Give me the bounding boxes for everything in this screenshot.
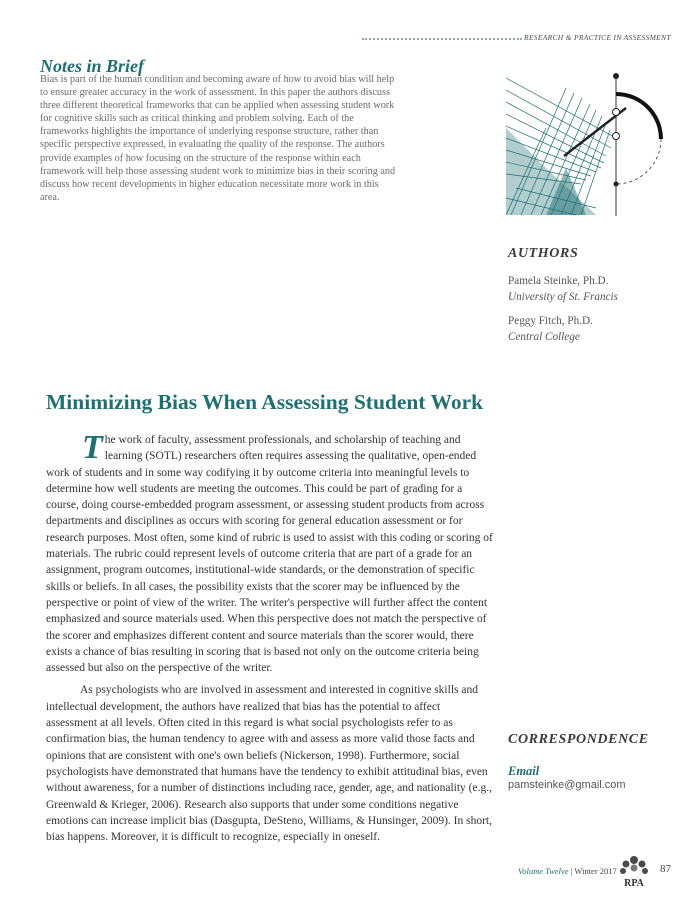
footer-separator: | xyxy=(568,866,575,876)
journal-section-label: RESEARCH & PRACTICE IN ASSESSMENT xyxy=(524,33,671,42)
author-entry xyxy=(508,273,618,305)
article-paragraph: As psychologists who are involved in assessment and interested in cognitive skills and intellectual development, the authors have realized that bias has the potential to affect assessment at all levels. Often cited in this regard is what social psychologists refer to as confirmation bias, the human tendency to agree with and assess as more valid those facts and opinions that are consistent with one's own beliefs (Nickerson, 1998). Furthermore, social psychologists have demonstrated that humans have the tendency to exhibit attitudinal bias, even without awareness, for a number of distinctions including race, gender, age, and nationality (e.g., Greenwald & Krieger, 2006). Research also supports that under some conditions negative emotions can increase implicit bias (Dasgupta, DeSteno, Williams, & Hunsinger, 2009). In short, bias happens. Moreover, it is difficult to recognize, especially in oneself. xyxy=(46,684,493,844)
rpa-flower-logo xyxy=(614,854,654,890)
author-affiliation: University of St. Francis xyxy=(508,291,618,303)
author-name: Peggy Fitch, Ph.D. xyxy=(508,315,593,327)
drop-cap: T xyxy=(82,429,103,466)
article-paragraph xyxy=(46,429,494,676)
page-footer xyxy=(518,866,617,876)
correspondence-heading: CORRESPONDENCE xyxy=(508,732,649,747)
notes-in-brief-title: Notes in Brief xyxy=(40,56,145,76)
email-label: Email xyxy=(508,764,540,778)
paragraph-text: he work of faculty, assessment professionals, and scholarship of teaching and learning (SOTL) researchers often requires assessing the qualitative, open-ended work of students and in some way codifying it by outcome criteria into meaningful levels to determine how well students are meeting the outcomes. This could be part of grading for a course, doing course-embedded program assessment, or assessing student products from across departments and disciplines as occurs with scoring for general education assessment or for research purposes. Most often, some kind of rubric is used to assist with this coding or scoring of materials. The rubric could represent levels of outcome criteria that are part of a grade for an assignment, program outcomes, institutional-wide standards, or the demonstration of specific skills or beliefs. In all cases, the possibility exists that the scorer may be influenced by the perspective or point of view of the writer. The writer's perspective will further affect the content emphasized and source materials used. When this perspective does not match the perspective of the scorer and emphasizes different content and source materials than the scorer would, there exists a chance of bias resulting in scoring that is based not only on the outcome criteria being assessed but also on the perspective of the writer. xyxy=(46,434,493,675)
author-affiliation: Central College xyxy=(508,331,580,343)
article-title: Minimizing Bias When Assessing Student Work xyxy=(46,390,484,414)
authors-heading: AUTHORS xyxy=(508,246,579,261)
author-entry xyxy=(508,313,593,345)
footer-volume: Volume Twelve xyxy=(518,866,569,876)
page-number: 87 xyxy=(660,863,671,875)
email-address[interactable]: pamsteinke@gmail.com xyxy=(508,779,626,791)
rpa-logo-text: RPA xyxy=(624,878,644,889)
article-body xyxy=(46,429,494,845)
footer-issue: Winter 2017 xyxy=(574,866,617,876)
header-dotted-rule xyxy=(362,38,522,40)
notes-in-brief-body: Bias is part of the human condition and becoming aware of how to avoid bias will help to ensure greater accuracy in the work of assessment. In this paper the authors discuss three different theoretical frameworks that can be applied when assessing student work for cognitive skills such as critical thinking and problem solving. Each of the frameworks highlights the importance of underlying response structure, rather than specific perspective expressed, in evaluating the quality of the response. The authors provide examples of how focusing on the structure of the response within each framework will help those assessing student work to minimize bias in their scoring and discuss how recent developments in higher education necessitate more work in this area. xyxy=(40,74,396,203)
author-name: Pamela Steinke, Ph.D. xyxy=(508,275,609,287)
decorative-geometric-art xyxy=(506,68,666,216)
